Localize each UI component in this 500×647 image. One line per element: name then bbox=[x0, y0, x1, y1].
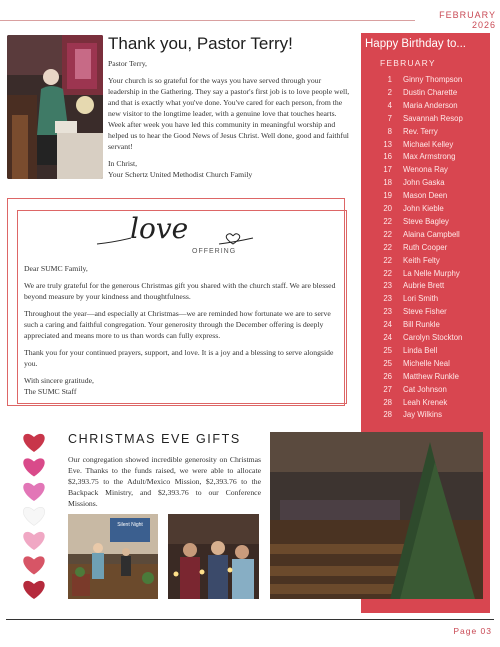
birthday-row bbox=[366, 140, 486, 152]
top-rule bbox=[0, 20, 415, 21]
birthday-name: Cat Johnson bbox=[403, 384, 447, 394]
birthday-row bbox=[366, 243, 486, 255]
birthday-row bbox=[366, 359, 486, 371]
birthday-day: 25 bbox=[383, 345, 392, 355]
birthday-name: La Nelle Murphy bbox=[403, 268, 460, 278]
birthday-day: 28 bbox=[383, 397, 392, 407]
birthday-name: Mason Deen bbox=[403, 191, 448, 201]
birthday-name: Steve Fisher bbox=[403, 307, 447, 317]
birthday-name: Michelle Neal bbox=[403, 358, 450, 368]
birthday-name: Leah Krenek bbox=[403, 397, 448, 407]
birthday-day: 25 bbox=[383, 358, 392, 368]
love-offering-letter bbox=[24, 263, 340, 397]
birthday-day: 17 bbox=[383, 165, 392, 175]
birthday-name: Rev. Terry bbox=[403, 126, 438, 136]
hearts-column bbox=[14, 430, 54, 600]
birthday-row bbox=[366, 269, 486, 281]
birthday-day: 1 bbox=[387, 75, 392, 84]
heart-icon bbox=[23, 507, 44, 525]
birthday-name: Aubrie Brett bbox=[403, 281, 445, 291]
birthday-name: Alaina Campbell bbox=[403, 229, 460, 239]
thank-you-signature: Your Schertz United Methodist Church Family bbox=[108, 170, 253, 179]
letter-signature: The SUMC Staff bbox=[24, 387, 77, 396]
letter-paragraph-2: Throughout the year—and especially at Christmas—we are reminded how fortunate we are to serve such a caring and faithful congregation. Your generosity through the December offering is deeply appreciated and means more to us than words can fully express. bbox=[24, 309, 331, 340]
love-logo-sub: OFFERING bbox=[192, 248, 237, 255]
birthday-name: Matthew Runkle bbox=[403, 371, 459, 381]
christmas-eve-body: Our congregation showed incredible generosity on Christmas Eve. Thanks to the funds raised, we were able to allocate $2,393.75 to the Adult/Mexico Mission, $2,393.76 to the Backpack Ministry, and $2,393.76 to our Conference Missions. bbox=[68, 455, 261, 508]
birthday-row bbox=[366, 178, 486, 190]
birthday-day: 16 bbox=[383, 152, 392, 162]
thank-you-closing: In Christ, bbox=[108, 159, 138, 168]
sanctuary-photo bbox=[270, 432, 483, 599]
birthday-row bbox=[366, 230, 486, 242]
birthday-day: 28 bbox=[383, 410, 392, 420]
birthday-day: 24 bbox=[383, 320, 392, 330]
letter-paragraph-3: Thank you for your continued prayers, support, and love. It is a joy and a blessing to serve alongside you. bbox=[24, 348, 334, 368]
christmas-eve-title: CHRISTMAS EVE GIFTS bbox=[68, 432, 241, 446]
birthday-row bbox=[366, 398, 486, 410]
birthday-name: Steve Bagley bbox=[403, 216, 449, 226]
birthday-day: 22 bbox=[383, 268, 392, 278]
birthday-day: 22 bbox=[383, 242, 392, 252]
birthday-row bbox=[366, 204, 486, 216]
birthday-day: 23 bbox=[383, 294, 392, 304]
birthday-row bbox=[366, 346, 486, 358]
birthday-title: Happy Birthday to... bbox=[365, 38, 466, 50]
birthday-row bbox=[366, 101, 486, 113]
birthday-row bbox=[366, 75, 486, 87]
letter-greeting: Dear SUMC Family, bbox=[24, 264, 88, 273]
heart-icon bbox=[23, 532, 44, 550]
pastor-photo bbox=[7, 35, 103, 179]
heart-icon bbox=[23, 434, 44, 452]
thank-you-greeting: Pastor Terry, bbox=[108, 59, 147, 68]
birthday-name: John Gaska bbox=[403, 178, 445, 188]
birthday-row bbox=[366, 307, 486, 319]
birthday-name: Lori Smith bbox=[403, 294, 439, 304]
slide-text: Silent Night bbox=[117, 522, 143, 528]
birthday-day: 2 bbox=[387, 87, 392, 97]
birthday-name: Michael Kelley bbox=[403, 139, 454, 149]
thank-you-letter bbox=[108, 58, 353, 180]
birthday-name: Savannah Resop bbox=[403, 113, 463, 123]
birthday-name: Ruth Cooper bbox=[403, 242, 448, 252]
letter-paragraph-1: We are truly grateful for the generous Christmas gift you shared with the church staff. We are blessed beyond measure by your kindness and thoughtfulness. bbox=[24, 281, 336, 301]
birthday-name: John Kieble bbox=[403, 204, 444, 213]
issue-date: FEBRUARY 2026 bbox=[439, 10, 496, 30]
birthday-name: Ginny Thompson bbox=[403, 75, 463, 84]
page-number: Page 03 bbox=[453, 626, 492, 636]
birthday-day: 26 bbox=[383, 371, 392, 381]
heart-icon bbox=[23, 483, 44, 501]
birthday-row bbox=[366, 372, 486, 384]
letter-closing: With sincere gratitude, bbox=[24, 376, 94, 385]
heart-icon bbox=[23, 458, 44, 476]
birthday-day: 27 bbox=[383, 384, 392, 394]
candlelight-photo bbox=[168, 514, 259, 599]
birthday-day: 20 bbox=[383, 204, 392, 213]
birthday-name: Carolyn Stockton bbox=[403, 333, 463, 342]
birthday-day: 22 bbox=[383, 216, 392, 226]
birthday-name: Keith Felty bbox=[403, 255, 440, 265]
bottom-rule bbox=[6, 619, 494, 620]
birthday-row bbox=[366, 333, 486, 345]
birthday-name: Wenona Ray bbox=[403, 165, 448, 175]
birthday-name: Max Armstrong bbox=[403, 152, 456, 162]
birthday-row bbox=[366, 320, 486, 332]
birthday-month: FEBRUARY bbox=[380, 58, 436, 68]
thank-you-title: Thank you, Pastor Terry! bbox=[108, 34, 293, 53]
birthday-day: 22 bbox=[383, 229, 392, 239]
birthday-name: Dustin Charette bbox=[403, 87, 458, 97]
birthday-day: 23 bbox=[383, 281, 392, 291]
worship-band-photo bbox=[68, 514, 158, 599]
birthday-day: 23 bbox=[383, 307, 392, 317]
birthday-row bbox=[366, 281, 486, 293]
birthday-row bbox=[366, 385, 486, 397]
birthday-row bbox=[366, 294, 486, 306]
birthday-day: 19 bbox=[383, 191, 392, 201]
heart-icon bbox=[23, 581, 44, 599]
birthday-row bbox=[366, 165, 486, 177]
birthday-name: Linda Bell bbox=[403, 345, 438, 355]
thank-you-body: Your church is so grateful for the ways you have served through your leadership in the Gathering. They say a pastor's first job is to love people well, and that is exactly what you've done. You've cared for each person, from the new visitor to the longtime leader, with a genuine love that touches hearts. Week after week you have led this community in meaningful worship and helped us to hear the Good News of Jesus Christ. Well done, good and faithful servant! bbox=[108, 76, 350, 151]
birthday-row bbox=[366, 152, 486, 164]
birthday-name: Bill Runkle bbox=[403, 320, 440, 330]
birthday-day: 4 bbox=[387, 100, 392, 110]
birthday-day: 8 bbox=[387, 126, 392, 136]
birthday-day: 24 bbox=[383, 333, 392, 342]
birthday-row bbox=[366, 88, 486, 100]
birthday-day: 7 bbox=[387, 113, 392, 123]
birthday-day: 22 bbox=[383, 255, 392, 265]
heart-icon bbox=[23, 556, 44, 574]
birthday-row bbox=[366, 191, 486, 203]
birthday-name: Jay Wilkins bbox=[403, 410, 442, 420]
love-logo-word: love bbox=[130, 212, 189, 245]
birthday-row bbox=[366, 256, 486, 268]
birthday-row bbox=[366, 217, 486, 229]
birthday-name: Maria Anderson bbox=[403, 100, 458, 110]
birthday-row bbox=[366, 127, 486, 139]
birthday-row bbox=[366, 410, 486, 422]
birthday-row bbox=[366, 114, 486, 126]
birthday-day: 18 bbox=[383, 178, 392, 188]
birthday-day: 13 bbox=[383, 139, 392, 149]
